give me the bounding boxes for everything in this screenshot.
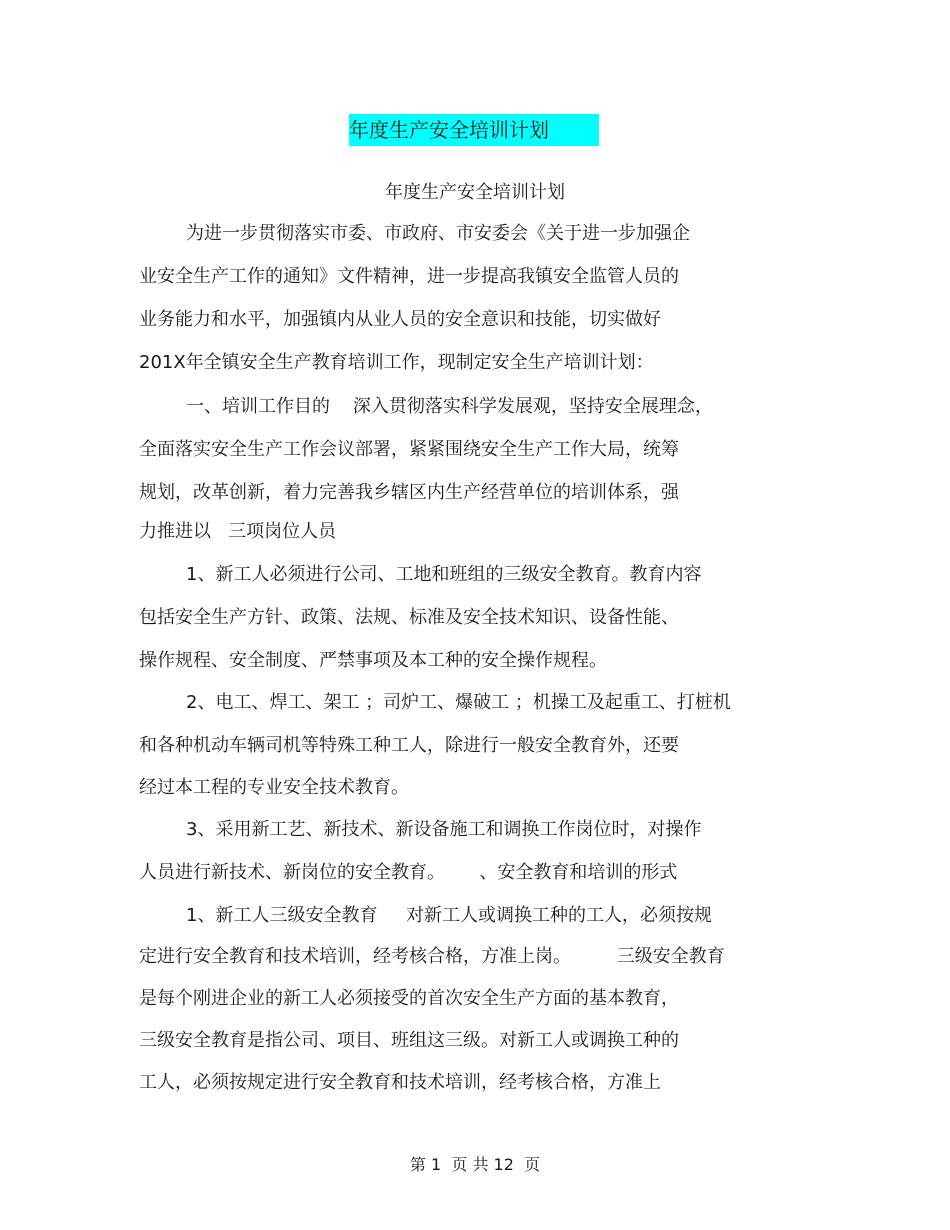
body-line: 201X年全镇安全生产教育培训工作，现制定安全生产培训计划： [139,352,654,373]
body-line: 和各种机动车辆司机等特殊工种工人，除进行一般安全教育外，还要 [139,735,679,756]
body-line: 人员进行新技术、新岗位的安全教育。 、安全教育和培训的形式 [139,862,678,883]
body-line: 1、新工人必须进行公司、工地和班组的三级安全教育。教育内容 [186,564,702,585]
body-line: 包括安全生产方针、政策、法规、标准及安全技术知识、设备性能、 [139,607,679,628]
body-line: 是每个刚进企业的新工人必须接受的首次安全生产方面的基本教育， [139,988,679,1009]
body-line: 一、培训工作目的 深入贯彻落实科学发展观，坚持安全展理念， [186,396,713,417]
body-line: 操作规程、安全制度、严禁事项及本工种的安全操作规程。 [139,650,607,671]
body-line: 力推进以 三项岗位人员 [139,521,337,542]
page-footer: 第 1 页 共 12 页 [409,1155,541,1174]
body-line: 经过本工程的专业安全技术教育。 [139,777,409,798]
body-line: 工人，必须按规定进行安全教育和技术培训，经考核合格，方准上 [139,1072,661,1093]
body-line: 2、电工、焊工、架工 ；司炉工、爆破工 ；机操工及起重工、打桩机 [186,692,731,713]
body-line: 三级安全教育是指公司、项目、班组这三级。对新工人或调换工种的 [139,1030,679,1051]
body-line: 业务能力和水平，加强镇内从业人员的安全意识和技能，切实做好 [139,309,661,330]
body-line: 1、新工人三级安全教育 对新工人或调换工种的工人，必须按规 [186,905,713,926]
document-subtitle: 年度生产安全培训计划 [385,182,565,203]
body-line: 3、采用新工艺、新技术、新设备施工和调换工作岗位时，对操作 [186,819,702,840]
body-line: 定进行安全教育和技术培训，经考核合格，方准上岗。 三级安全教育 [139,946,725,967]
document-title: 年度生产安全培训计划 [349,118,549,142]
body-line: 为进一步贯彻落实市委、市政府、市安委会《关于进一步加强企 [186,223,690,244]
body-line: 规划，改革创新，着力完善我乡辖区内生产经营单位的培训体系，强 [139,482,679,503]
body-line: 全面落实安全生产工作会议部署，紧紧围绕安全生产工作大局，统筹 [139,439,679,460]
body-line: 业安全生产工作的通知》文件精神，进一步提高我镇安全监管人员的 [139,266,679,287]
